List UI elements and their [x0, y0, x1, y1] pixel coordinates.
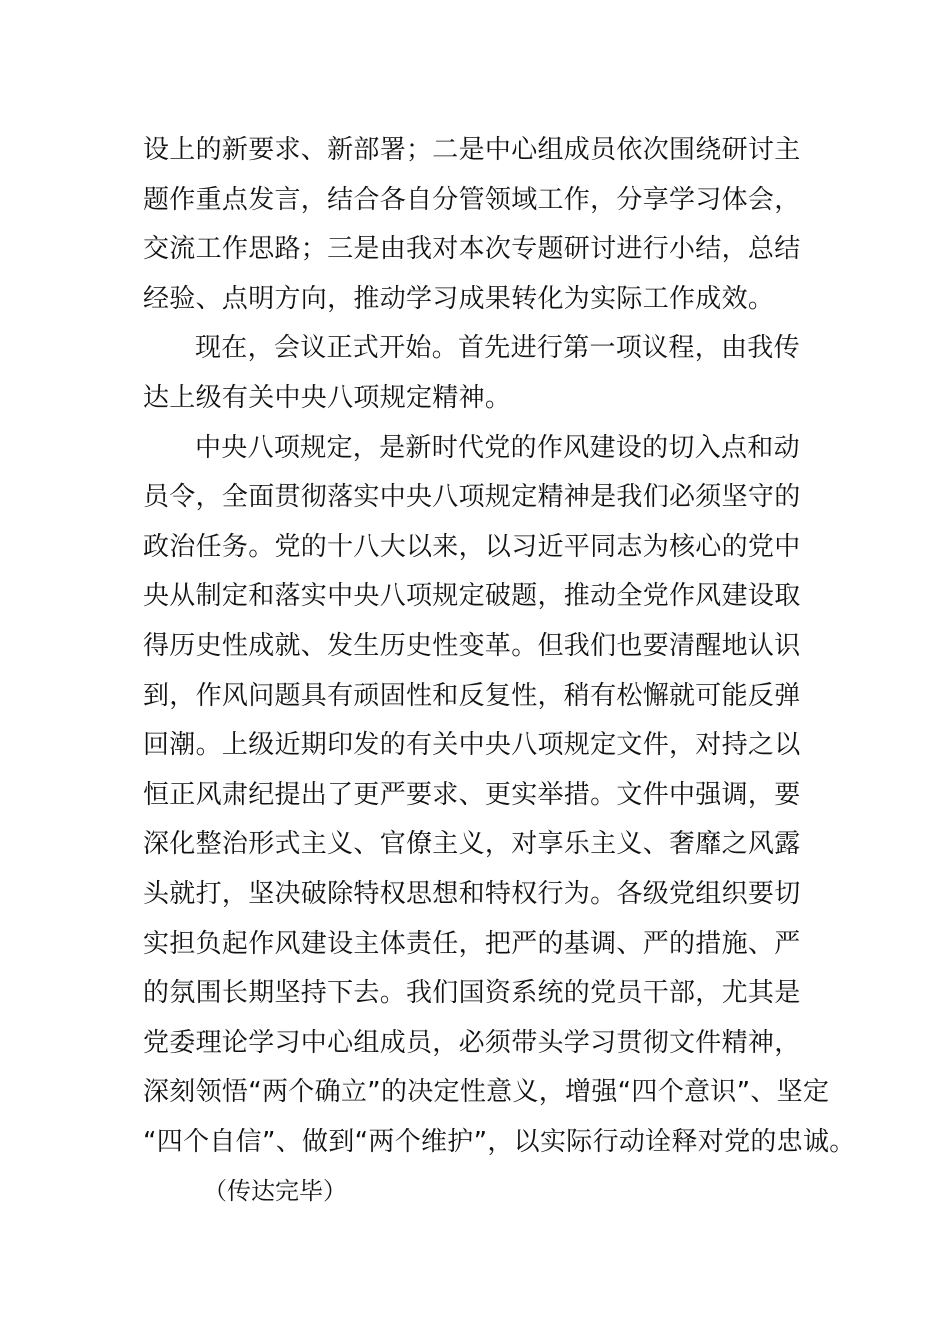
- paragraph-line: 交流工作思路；三是由我对本次专题研讨进行小结，总结: [143, 234, 801, 265]
- document-body: [143, 126, 856, 1217]
- paragraph-line: 中央八项规定，是新时代党的作风建设的切入点和动: [195, 432, 800, 463]
- closing-note: （传达完毕）: [203, 1177, 347, 1206]
- paragraph-line: 员令，全面贯彻落实中央八项规定精神是我们必须坚守的: [143, 482, 801, 513]
- paragraph-line: 头就打，坚决破除特权思想和特权行为。各级党组织要切: [143, 878, 801, 909]
- paragraph-line: 回潮。上级近期印发的有关中央八项规定文件，对持之以: [143, 730, 801, 761]
- paragraph-line: 达上级有关中央八项规定精神。: [143, 382, 512, 413]
- paragraph-line: 得历史性成就、发生历史性变革。但我们也要清醒地认识: [143, 630, 801, 661]
- paragraph-line: 实担负起作风建设主体责任，把严的基调、严的措施、严: [143, 928, 801, 959]
- paragraph-line: 题作重点发言，结合各自分管领域工作，分享学习体会，: [143, 184, 801, 215]
- paragraph-line: 设上的新要求、新部署；二是中心组成员依次围绕研讨主: [143, 135, 801, 165]
- paragraph-line: 党委理论学习中心组成员，必须带头学习贯彻文件精神，: [143, 1027, 801, 1058]
- paragraph-line: 央从制定和落实中央八项规定破题，推动全党作风建设取: [143, 581, 801, 612]
- paragraph-line: “四个自信”、做到“两个维护”，以实际行动诠释对党的忠诚。: [143, 1126, 856, 1157]
- paragraph-line: 现在，会议正式开始。首先进行第一项议程，由我传: [195, 333, 800, 364]
- paragraph-line: 的氛围长期坚持下去。我们国资系统的党员干部，尤其是: [143, 978, 801, 1009]
- paragraph-line: 深化整治形式主义、官僚主义，对享乐主义、奢靡之风露: [143, 829, 801, 860]
- paragraph-line: 政治任务。党的十八大以来，以习近平同志为核心的党中: [143, 531, 801, 562]
- paragraph-line: 恒正风肃纪提出了更严要求、更实举措。文件中强调，要: [143, 779, 801, 810]
- paragraph-line: 经验、点明方向，推动学习成果转化为实际工作成效。: [143, 283, 775, 314]
- paragraph-line: 到，作风问题具有顽固性和反复性，稍有松懈就可能反弹: [143, 680, 801, 711]
- paragraph-line: 深刻领悟“两个确立”的决定性意义，增强“四个意识”、坚定: [143, 1077, 830, 1108]
